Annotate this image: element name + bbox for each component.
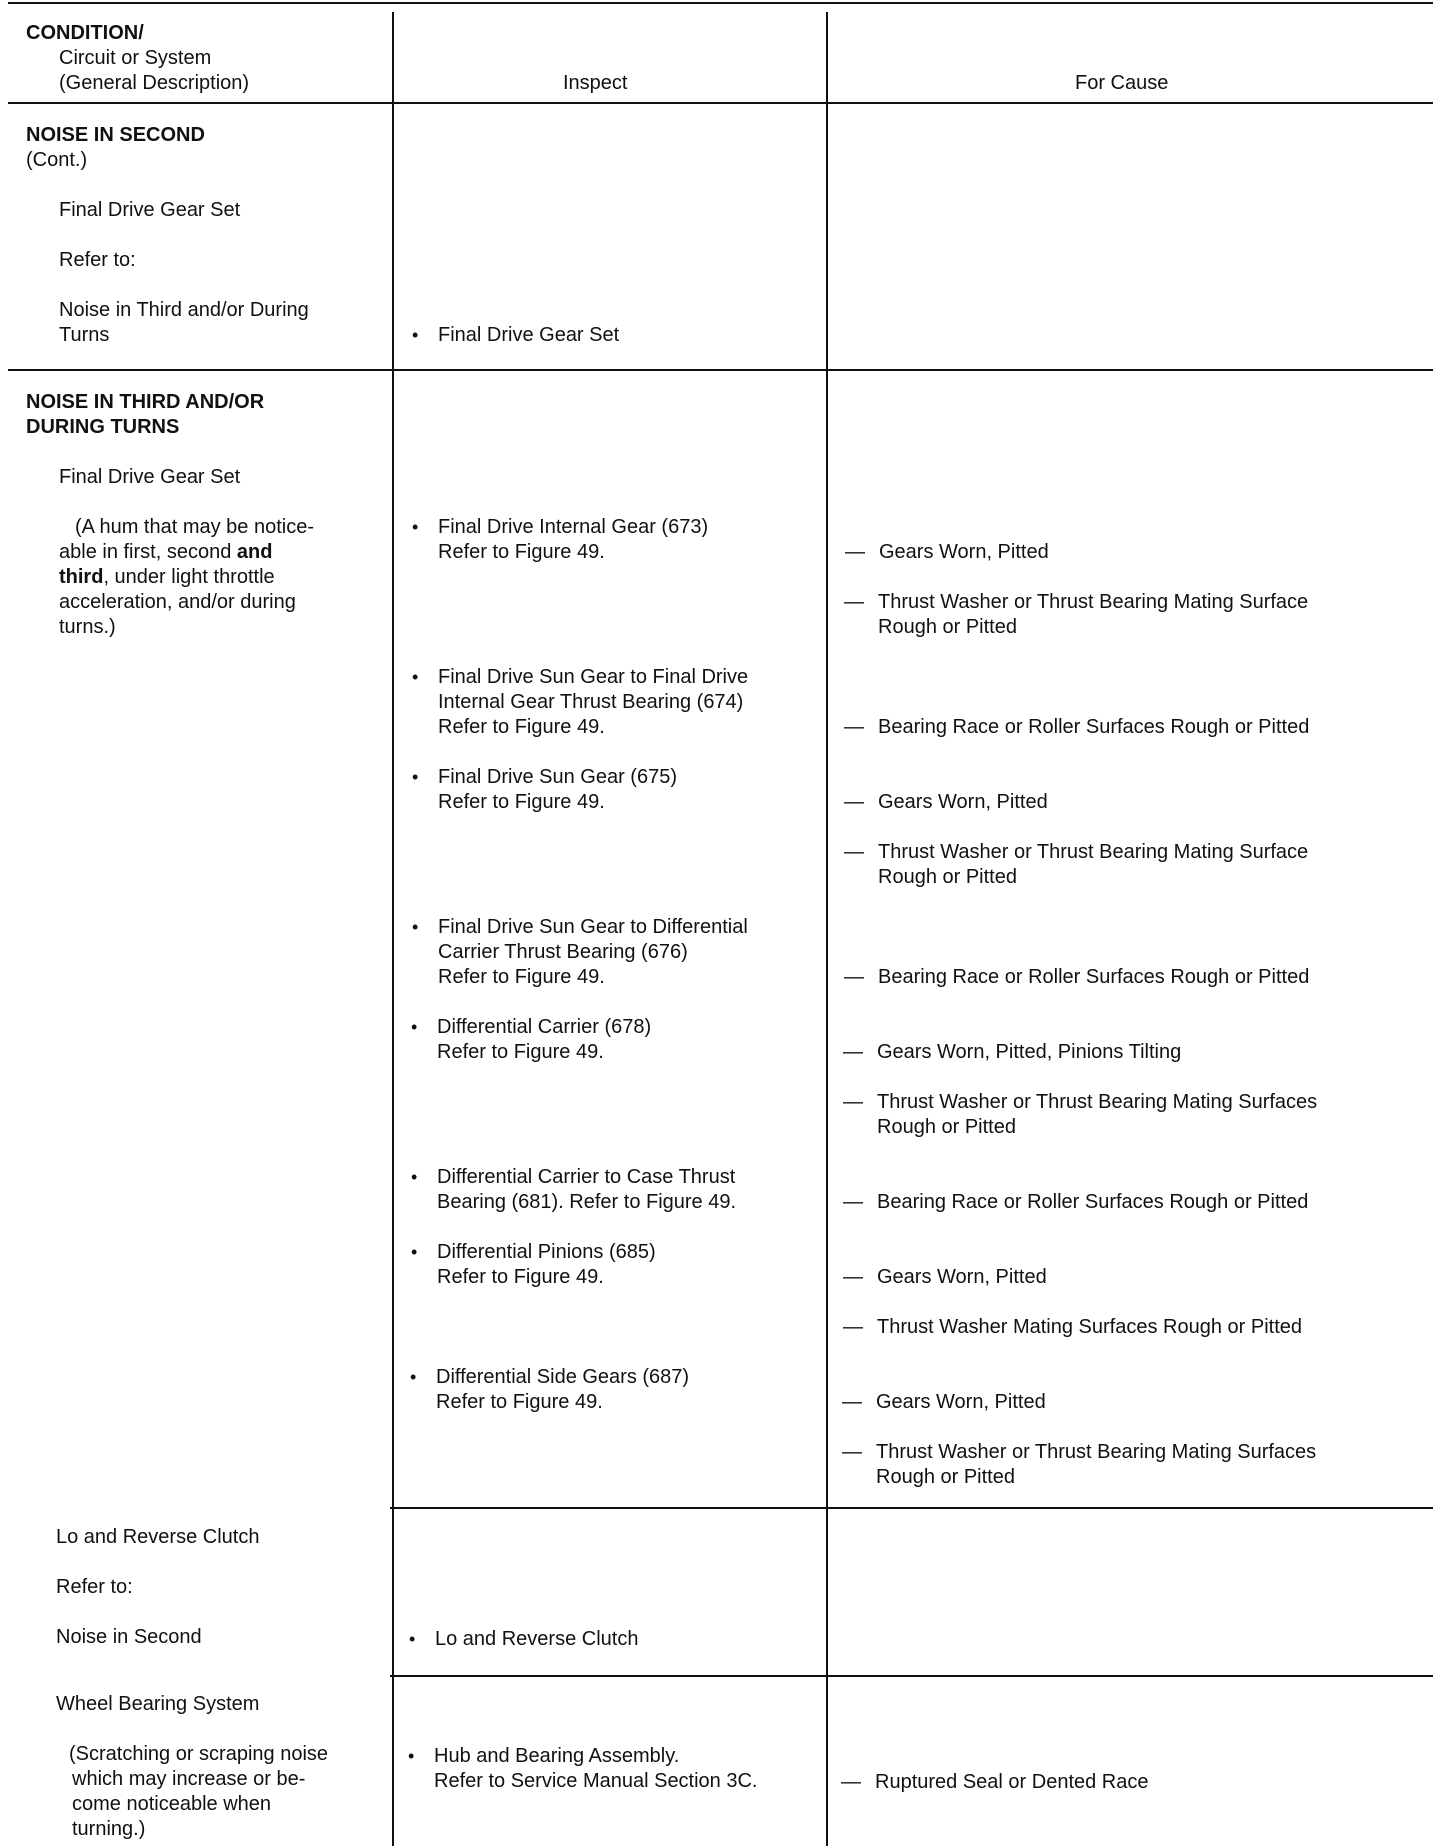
inspect-item-674-ref: Refer to Figure 49. bbox=[438, 716, 605, 738]
inspect-item-674: • Final Drive Sun Gear to Final Drive bbox=[438, 665, 748, 690]
section4-system: Wheel Bearing System bbox=[56, 1693, 260, 1715]
header-condition-title: CONDITION/ bbox=[26, 22, 144, 44]
section3-refer: Refer to: bbox=[56, 1576, 133, 1598]
section2-desc-line3-text: , under light throttle bbox=[103, 566, 275, 588]
cause-681-bearing: — Bearing Race or Roller Surfaces Rough or Pitted bbox=[877, 1190, 1308, 1215]
section4-inspect-ref: Refer to Service Manual Section 3C. bbox=[434, 1770, 758, 1792]
cause-675-thrust-line2: Rough or Pitted bbox=[878, 866, 1017, 888]
inspect-item-687: • Differential Side Gears (687) bbox=[436, 1365, 689, 1390]
cause-675-gears: — Gears Worn, Pitted bbox=[878, 790, 1048, 815]
cause-675-thrust: — Thrust Washer or Thrust Bearing Mating Surface bbox=[878, 840, 1308, 865]
cause-676-bearing: — Bearing Race or Roller Surfaces Rough or Pitted bbox=[878, 965, 1309, 990]
inspect-item-687-ref: Refer to Figure 49. bbox=[436, 1391, 603, 1413]
section2-system: Final Drive Gear Set bbox=[59, 466, 241, 488]
section2-desc-line2 bbox=[59, 540, 272, 565]
inspect-item-678: • Differential Carrier (678) bbox=[437, 1015, 651, 1040]
header-for-cause: For Cause bbox=[1075, 72, 1169, 94]
section1-ref-line1: Noise in Third and/or During bbox=[59, 299, 309, 321]
section2-desc-line3 bbox=[59, 565, 275, 590]
inspect-item-685: • Differential Pinions (685) bbox=[437, 1240, 656, 1265]
header-condition-line3: (General Description) bbox=[59, 72, 250, 94]
column-divider-2 bbox=[826, 12, 828, 1846]
section1-title: NOISE IN SECOND bbox=[26, 124, 205, 146]
section2-desc-third: third bbox=[59, 566, 104, 588]
header-divider bbox=[8, 102, 1433, 104]
inspect-item-673: • Final Drive Internal Gear (673) bbox=[438, 515, 708, 540]
section4-inspect-item: • Hub and Bearing Assembly. bbox=[434, 1744, 679, 1769]
cause-673-thrust-line2: Rough or Pitted bbox=[878, 616, 1017, 638]
cause-687-thrust: — Thrust Washer or Thrust Bearing Mating Surfaces bbox=[876, 1440, 1316, 1465]
section4-desc-line1: (Scratching or scraping noise bbox=[69, 1743, 329, 1765]
section4-desc-line3: come noticeable when bbox=[72, 1793, 272, 1815]
section4-desc-line2: which may increase or be- bbox=[72, 1768, 306, 1790]
inspect-item-676-ref: Refer to Figure 49. bbox=[438, 966, 605, 988]
section-divider-3 bbox=[390, 1675, 1433, 1677]
cause-678-thrust-line2: Rough or Pitted bbox=[877, 1116, 1016, 1138]
section3-inspect-item: • Lo and Reverse Clutch bbox=[435, 1627, 638, 1652]
cause-687-gears: — Gears Worn, Pitted bbox=[876, 1390, 1046, 1415]
inspect-item-681: • Differential Carrier to Case Thrust bbox=[437, 1165, 735, 1190]
inspect-item-681-line2: Bearing (681). Refer to Figure 49. bbox=[437, 1191, 737, 1213]
section2-desc-line2-text: able in first, second bbox=[59, 541, 237, 563]
cause-673-gears: — Gears Worn, Pitted bbox=[879, 540, 1049, 565]
section1-ref-line2: Turns bbox=[59, 324, 110, 346]
section3-system: Lo and Reverse Clutch bbox=[56, 1526, 260, 1548]
section2-desc-line5: turns.) bbox=[59, 616, 116, 638]
cause-673-thrust: — Thrust Washer or Thrust Bearing Mating Surface bbox=[878, 590, 1308, 615]
cause-678-gears: — Gears Worn, Pitted, Pinions Tilting bbox=[877, 1040, 1181, 1065]
inspect-item-673-ref: Refer to Figure 49. bbox=[438, 541, 605, 563]
inspect-item-678-ref: Refer to Figure 49. bbox=[437, 1041, 604, 1063]
section4-desc-line4: turning.) bbox=[72, 1818, 146, 1840]
column-divider-1 bbox=[392, 12, 394, 1846]
section2-desc-line1: (A hum that may be notice- bbox=[75, 516, 315, 538]
section4-cause: — Ruptured Seal or Dented Race bbox=[875, 1770, 1149, 1795]
cause-685-thrust: — Thrust Washer Mating Surfaces Rough or Pitted bbox=[877, 1315, 1302, 1340]
section3-ref: Noise in Second bbox=[56, 1626, 202, 1648]
section2-title-line2: DURING TURNS bbox=[26, 416, 180, 438]
section1-system: Final Drive Gear Set bbox=[59, 199, 241, 221]
header-condition-line2: Circuit or System bbox=[59, 47, 212, 69]
inspect-item-685-ref: Refer to Figure 49. bbox=[437, 1266, 604, 1288]
cause-687-thrust-line2: Rough or Pitted bbox=[876, 1466, 1015, 1488]
section-divider-1 bbox=[8, 369, 1433, 371]
cause-685-gears: — Gears Worn, Pitted bbox=[877, 1265, 1047, 1290]
cause-674-bearing: — Bearing Race or Roller Surfaces Rough or Pitted bbox=[878, 715, 1309, 740]
section1-inspect-item: • Final Drive Gear Set bbox=[438, 323, 619, 348]
section2-desc-line4: acceleration, and/or during bbox=[59, 591, 296, 613]
section1-cont: (Cont.) bbox=[26, 149, 88, 171]
inspect-item-676: • Final Drive Sun Gear to Differential bbox=[438, 915, 748, 940]
section1-refer: Refer to: bbox=[59, 249, 136, 271]
inspect-item-675-ref: Refer to Figure 49. bbox=[438, 791, 605, 813]
section2-title-line1: NOISE IN THIRD AND/OR bbox=[26, 391, 265, 413]
section2-desc-and: and bbox=[236, 541, 273, 563]
cause-678-thrust: — Thrust Washer or Thrust Bearing Mating Surfaces bbox=[877, 1090, 1317, 1115]
section-divider-2 bbox=[390, 1507, 1433, 1509]
inspect-item-675: • Final Drive Sun Gear (675) bbox=[438, 765, 677, 790]
header-inspect: Inspect bbox=[563, 72, 628, 94]
inspect-item-674-line2: Internal Gear Thrust Bearing (674) bbox=[438, 691, 744, 713]
top-border bbox=[8, 2, 1433, 4]
inspect-item-676-line2: Carrier Thrust Bearing (676) bbox=[438, 941, 688, 963]
